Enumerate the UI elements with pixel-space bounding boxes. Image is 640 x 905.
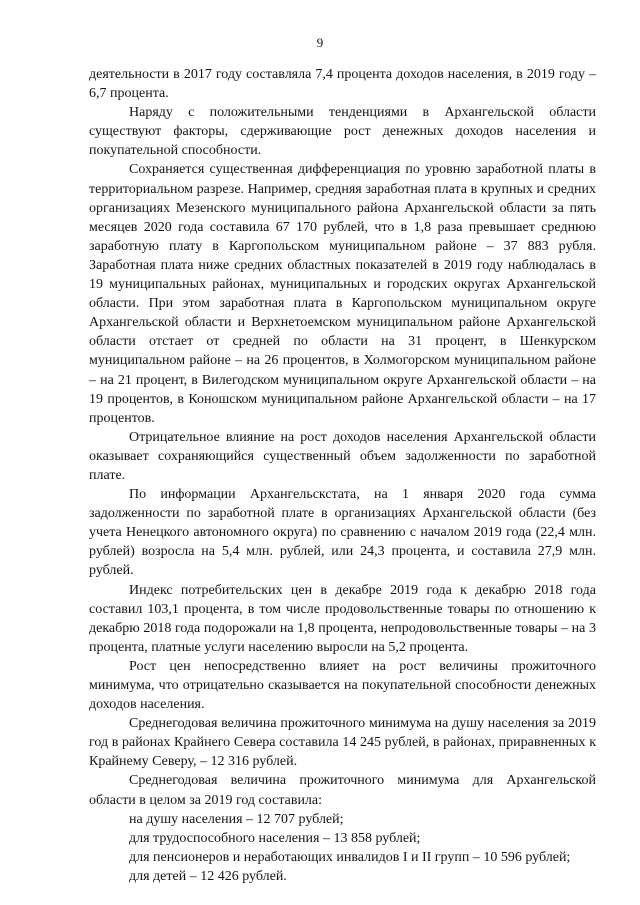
list-item-per-capita: на душу населения – 12 707 рублей; [129, 811, 344, 827]
list-item-children: для детей – 12 426 рублей. [129, 868, 287, 884]
paragraph-subsistence-region: Среднегодовая величина прожиточного минимума для Архангельской области в целом за 2019 год составила: [89, 773, 596, 808]
paragraph-arkhangelskstat-arrears: По информации Архангельскстата, на 1 января 2020 года сумма задолженности по заработной плате в организациях Архангельской области (без учета Ненецкого автономного округа) по сравнению с началом 2019 года (22,4 млн. рублей) возросла на 5,4 млн. рублей, или 24,3 процента, и составила 27,9 млн. рублей. [89, 487, 596, 579]
page-number: 9 [316, 35, 324, 50]
paragraph-wage-arrears-impact: Отрицательное влияние на рост доходов населения Архангельской области оказывает сохраняющийся существенный объем задолженности по заработной плате. [89, 429, 596, 483]
paragraph-wage-differentiation: Сохраняется существенная дифференциация по уровню заработной платы в территориальном разрезе. Например, средняя заработная плата в крупных и средних организациях Мезенского муниципального района Архангельской области за пять месяцев 2020 года составила 67 170 рублей, что в 1,8 раза превышает среднюю заработную плату в Каргопольском муниципальном районе – 37 883 рубля. Заработная плата ниже средних областных показателей в 2019 году наблюдалась в 19 муниципальных районах, муниципальных и городских округах Архангельской области. При этом заработная плата в Каргопольском муниципальном округе Архангельской области и Верхнетоемском муниципальном районе Архангельской области отстает от средней по области на 31 процент, в Шенкурском муниципальном районе – на 26 процентов, в Холмогорском муниципальном районе – на 21 процент, в Вилегодском муниципальном округе Архангельской области – на 19 процентов, в Коношском муниципальном районе Архангельской области – на 17 процентов. [89, 162, 596, 426]
paragraph-limiting-factors: Наряду с положительными тенденциями в Архангельской области существуют факторы, сдерживающие рост денежных доходов населения и покупательной способности. [89, 105, 596, 159]
list-item-pensioners: для пенсионеров и неработающих инвалидов I и II групп – 10 596 рублей; [129, 849, 571, 865]
document-body [89, 65, 596, 886]
paragraph-subsistence-north: Среднегодовая величина прожиточного минимума на душу населения за 2019 год в районах Крайнего Севера составила 14 245 рублей, в районах, приравненных к Крайнему Северу, – 12 316 рублей. [89, 716, 596, 770]
paragraph-income-share: деятельности в 2017 году составляла 7,4 процента доходов населения, в 2019 году – 6,7 процента. [89, 67, 596, 102]
paragraph-price-growth-effect: Рост цен непосредственно влияет на рост величины прожиточного минимума, что отрицательно сказывается на покупательной способности денежных доходов населения. [89, 658, 596, 713]
list-item-working-age: для трудоспособного населения – 13 858 рублей; [129, 830, 421, 846]
paragraph-consumer-price-index: Индекс потребительских цен в декабре 2019 года к декабрю 2018 года составил 103,1 процента, в том числе продовольственные товары по отношению к декабрю 2018 года подорожали на 1,8 процента, непродовольственные товары – на 3 процента, платные услуги населению выросли на 5,2 процента. [89, 582, 596, 655]
